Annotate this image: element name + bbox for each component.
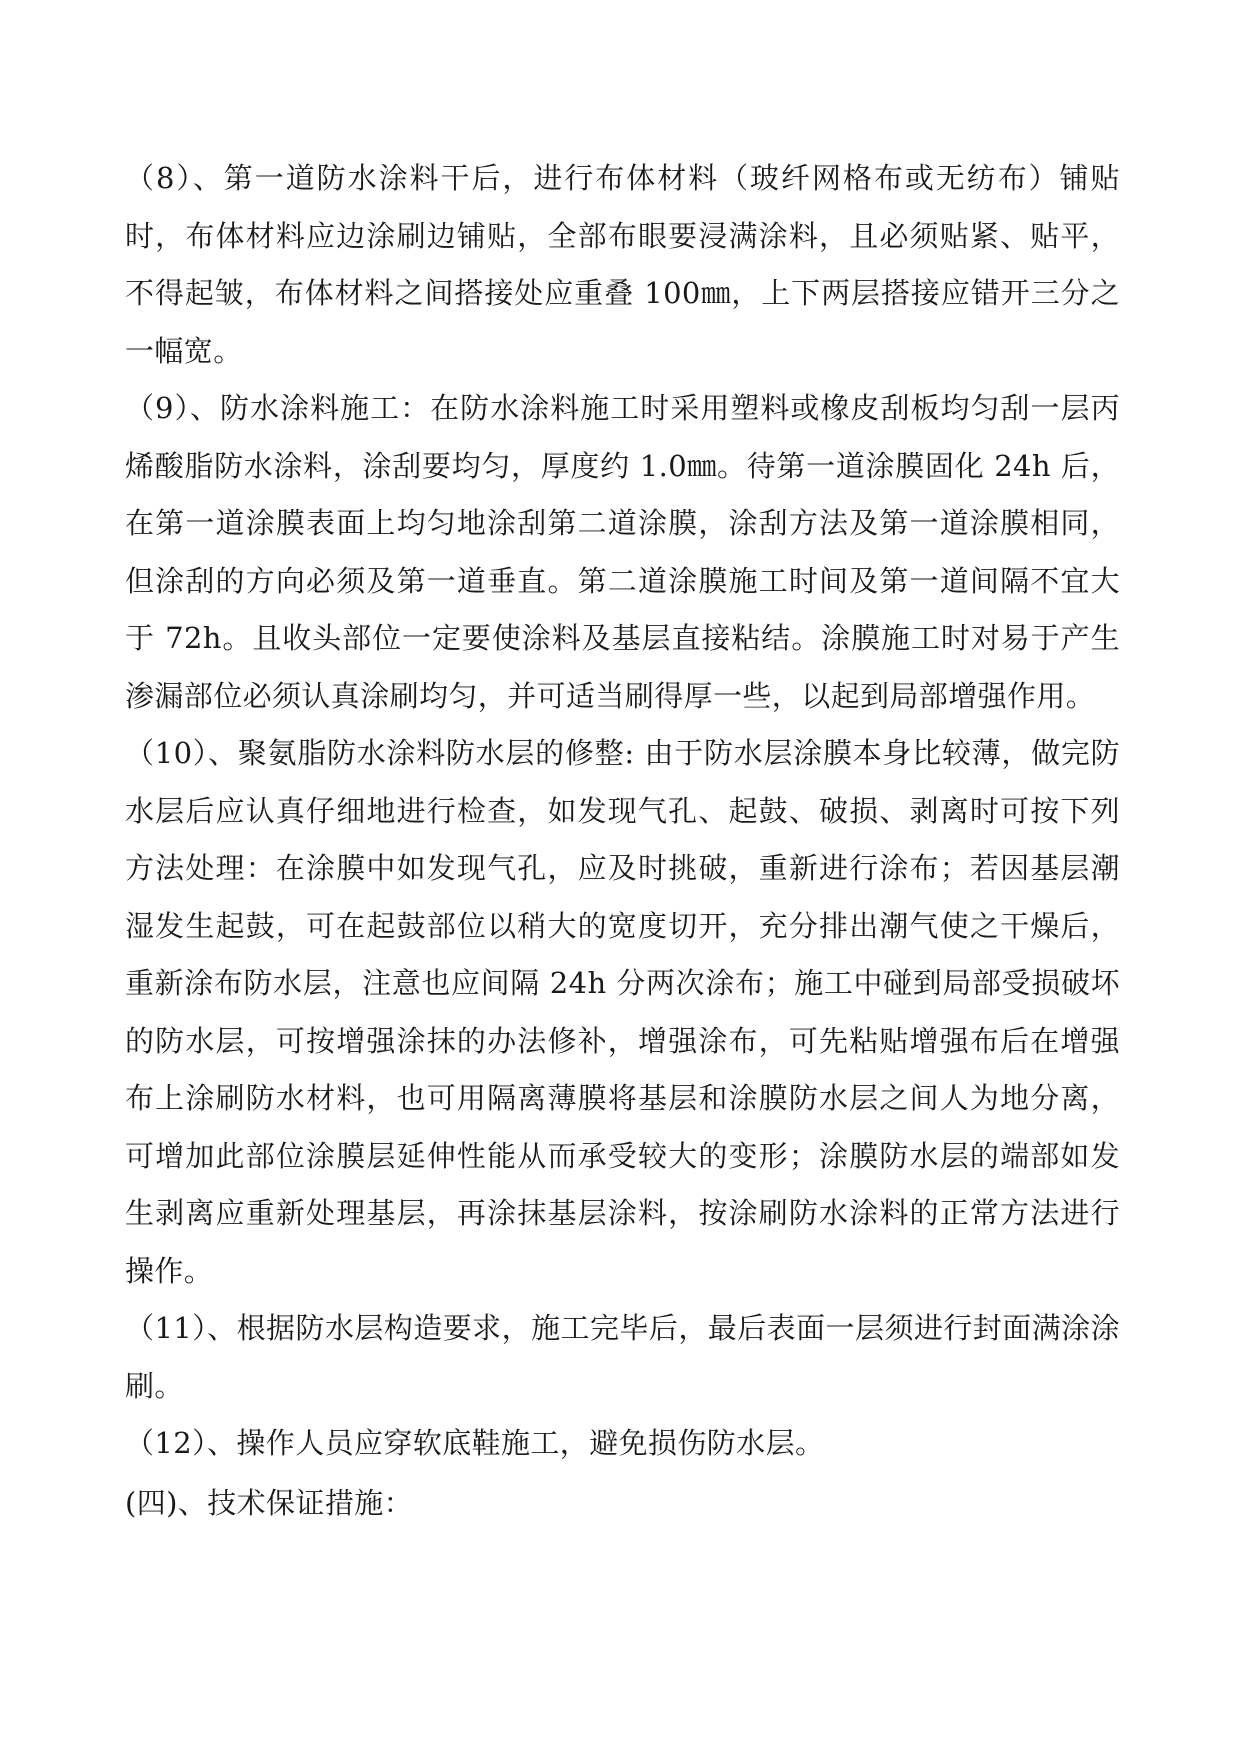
paragraph-8: （8）、第一道防水涂料干后，进行布体材料（玻纤网格布或无纺布）铺贴时，布体材料应边涂刷边铺贴，全部布眼要浸满涂料，且必须贴紧、贴平，不得起皱，布体材料之间搭接处应重叠 100㎜，上下两层搭接应错开三分之一幅宽。 [125, 161, 1120, 368]
document-body [125, 150, 1120, 1532]
paragraph-12: （12）、操作人员应穿软底鞋施工，避免损伤防水层。 [125, 1426, 825, 1460]
paragraph-10: （10）、聚氨脂防水涂料防水层的修整: 由于防水层涂膜本身比较薄，做完防水层后应认真仔细地进行检查，如发现气孔、起鼓、破损、剥离时可按下列方法处理：在涂膜中如发现气孔，应及时挑破，重新进行涂布；若因基层潮湿发生起鼓，可在起鼓部位以稍大的宽度切开，充分排出潮气使之干燥后，重新涂布防水层，注意也应间隔 24h 分两次涂布；施工中碰到局部受损破坏的防水层，可按增强涂抹的办法修补，增强涂布，可先粘贴增强布后在增强布上涂刷防水材料，也可用隔离薄膜将基层和涂膜防水层之间人为地分离，可增加此部位涂膜层延伸性能从而承受较大的变形；涂膜防水层的端部如发生剥离应重新处理基层，再涂抹基层涂料，按涂刷防水涂料的正常方法进行操作。 [125, 736, 1120, 1288]
section-heading-4: (四)、技术保证措施： [125, 1485, 414, 1520]
paragraph-11: （11）、根据防水层构造要求，施工完毕后，最后表面一层须进行封面满涂涂刷。 [125, 1311, 1120, 1403]
paragraph-9: （9）、防水涂料施工：在防水涂料施工时采用塑料或橡皮刮板均匀刮一层丙烯酸脂防水涂料，涂刮要均匀，厚度约 1.0㎜。待第一道涂膜固化 24h 后，在第一道涂膜表面上均匀地涂刮第二道涂膜，涂刮方法及第一道涂膜相同，但涂刮的方向必须及第一道垂直。第二道涂膜施工时间及第一道间隔不宜大于 72h。且收头部位一定要使涂料及基层直接粘结。涂膜施工时对易于产生渗漏部位必须认真涂刷均匀，并可适当刷得厚一些，以起到局部增强作用。 [125, 391, 1120, 713]
